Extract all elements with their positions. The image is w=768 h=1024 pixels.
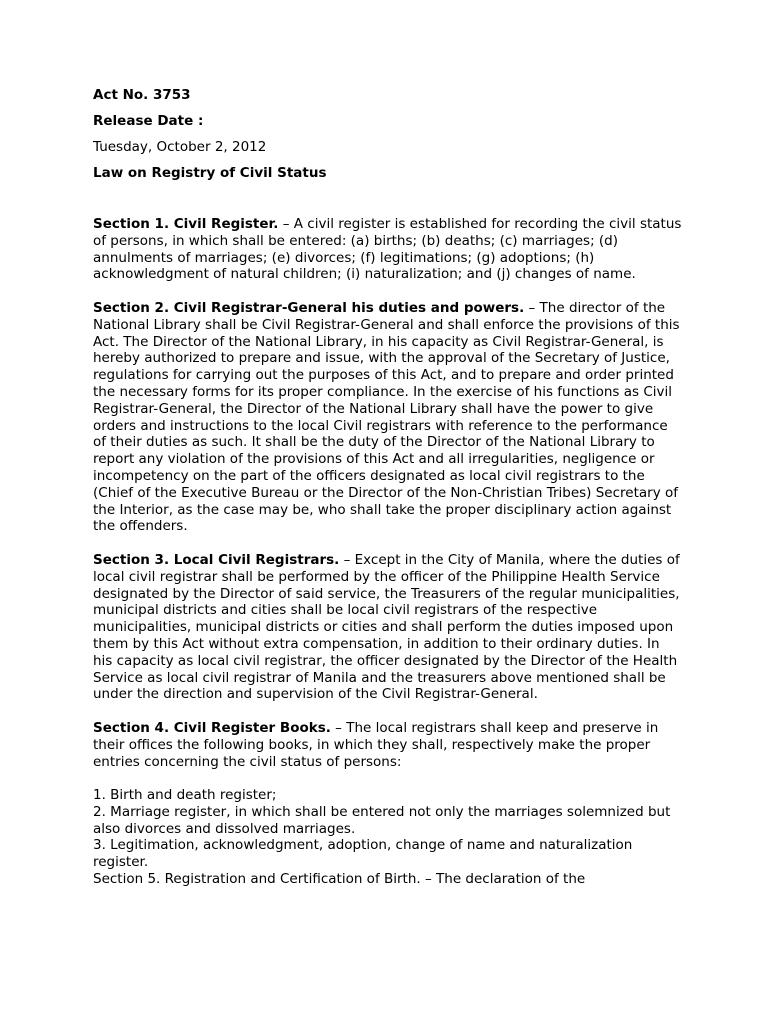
document-header xyxy=(93,86,683,190)
section-3 xyxy=(93,552,683,703)
section-heading: Section 1. Civil Register. xyxy=(93,216,279,232)
section-4 xyxy=(93,720,683,770)
section-heading: Section 3. Local Civil Registrars. xyxy=(93,551,340,568)
section-1 xyxy=(93,216,683,283)
section-body: – A civil register is established for recording the civil status of persons, in which shall be entered: (a) births; (b) deaths; (c) marriages; (d) annulments of marriages; (e) divorces; (f) legitimations; (g) adoptions; (h) acknowledgment of natural children; (i) naturalization; and (j) changes of name. xyxy=(93,216,682,283)
document-page xyxy=(93,86,683,888)
list-item: 2. Marriage register, in which shall be entered not only the marriages solemnized but also divorces and dissolved marriages. xyxy=(93,803,671,837)
section-heading: Section 4. Civil Register Books. xyxy=(93,719,331,736)
section-2 xyxy=(93,300,683,535)
release-date-label: Release Date : xyxy=(93,113,204,129)
law-title: Law on Registry of Civil Status xyxy=(93,165,327,181)
release-date: Tuesday, October 2, 2012 xyxy=(93,139,267,155)
section-body: – The director of the National Library shall be Civil Registrar-General and shall enforce the provisions of this Act. The Director of the National Library, in his capacity as Civil Registrar-General, is hereby authorized to prepare and issue, with the approval of the Secretary of Justice, regulations for carrying out the purposes of this Act, and to prepare and order printed the necessary forms for its proper compliance. In the exercise of his functions as Civil Registrar-General, the Director of the National Library shall have the power to give orders and instructions to the local Civil registrars with reference to the performance of their duties as such. It shall be the duty of the Director of the National Library to report any violation of the provisions of this Act and all irregularities, negligence or incompetency on the part of the officers designated as local civil registrars to the (Chief of the Executive Bureau or the Director of the Non-Christian Tribes) Secretary of the Interior, as the case may be, who shall take the proper disciplinary action against the offenders. xyxy=(93,299,680,535)
act-number: Act No. 3753 xyxy=(93,87,191,103)
section-body: – The local registrars shall keep and preserve in their offices the following books, in which they shall, respectively make the proper entries concerning the civil status of persons: xyxy=(93,719,659,770)
list-item: 1. Birth and death register; xyxy=(93,787,277,804)
list-item: 3. Legitimation, acknowledgment, adoption, change of name and naturalization register. xyxy=(93,837,633,871)
list-item: Section 5. Registration and Certification of Birth. – The declaration of the xyxy=(93,871,586,888)
section-body: – Except in the City of Manila, where the duties of local civil registrar shall be performed by the officer of the Philippine Health Service designated by the Director of said service, the Treasurers of the regular municipalities, municipal districts and cities shall be local civil registrars of the respective municipalities, municipal districts or cities and shall perform the duties imposed upon them by this Act without extra compensation, in addition to their ordinary duties. In his capacity as local civil registrar, the officer designated by the Director of the Health Service as local civil registrar of Manila and the treasurers above mentioned shall be under the direction and supervision of the Civil Registrar-General. xyxy=(93,551,680,703)
register-books-list xyxy=(93,787,683,888)
section-heading: Section 2. Civil Registrar-General his duties and powers. xyxy=(93,299,525,316)
